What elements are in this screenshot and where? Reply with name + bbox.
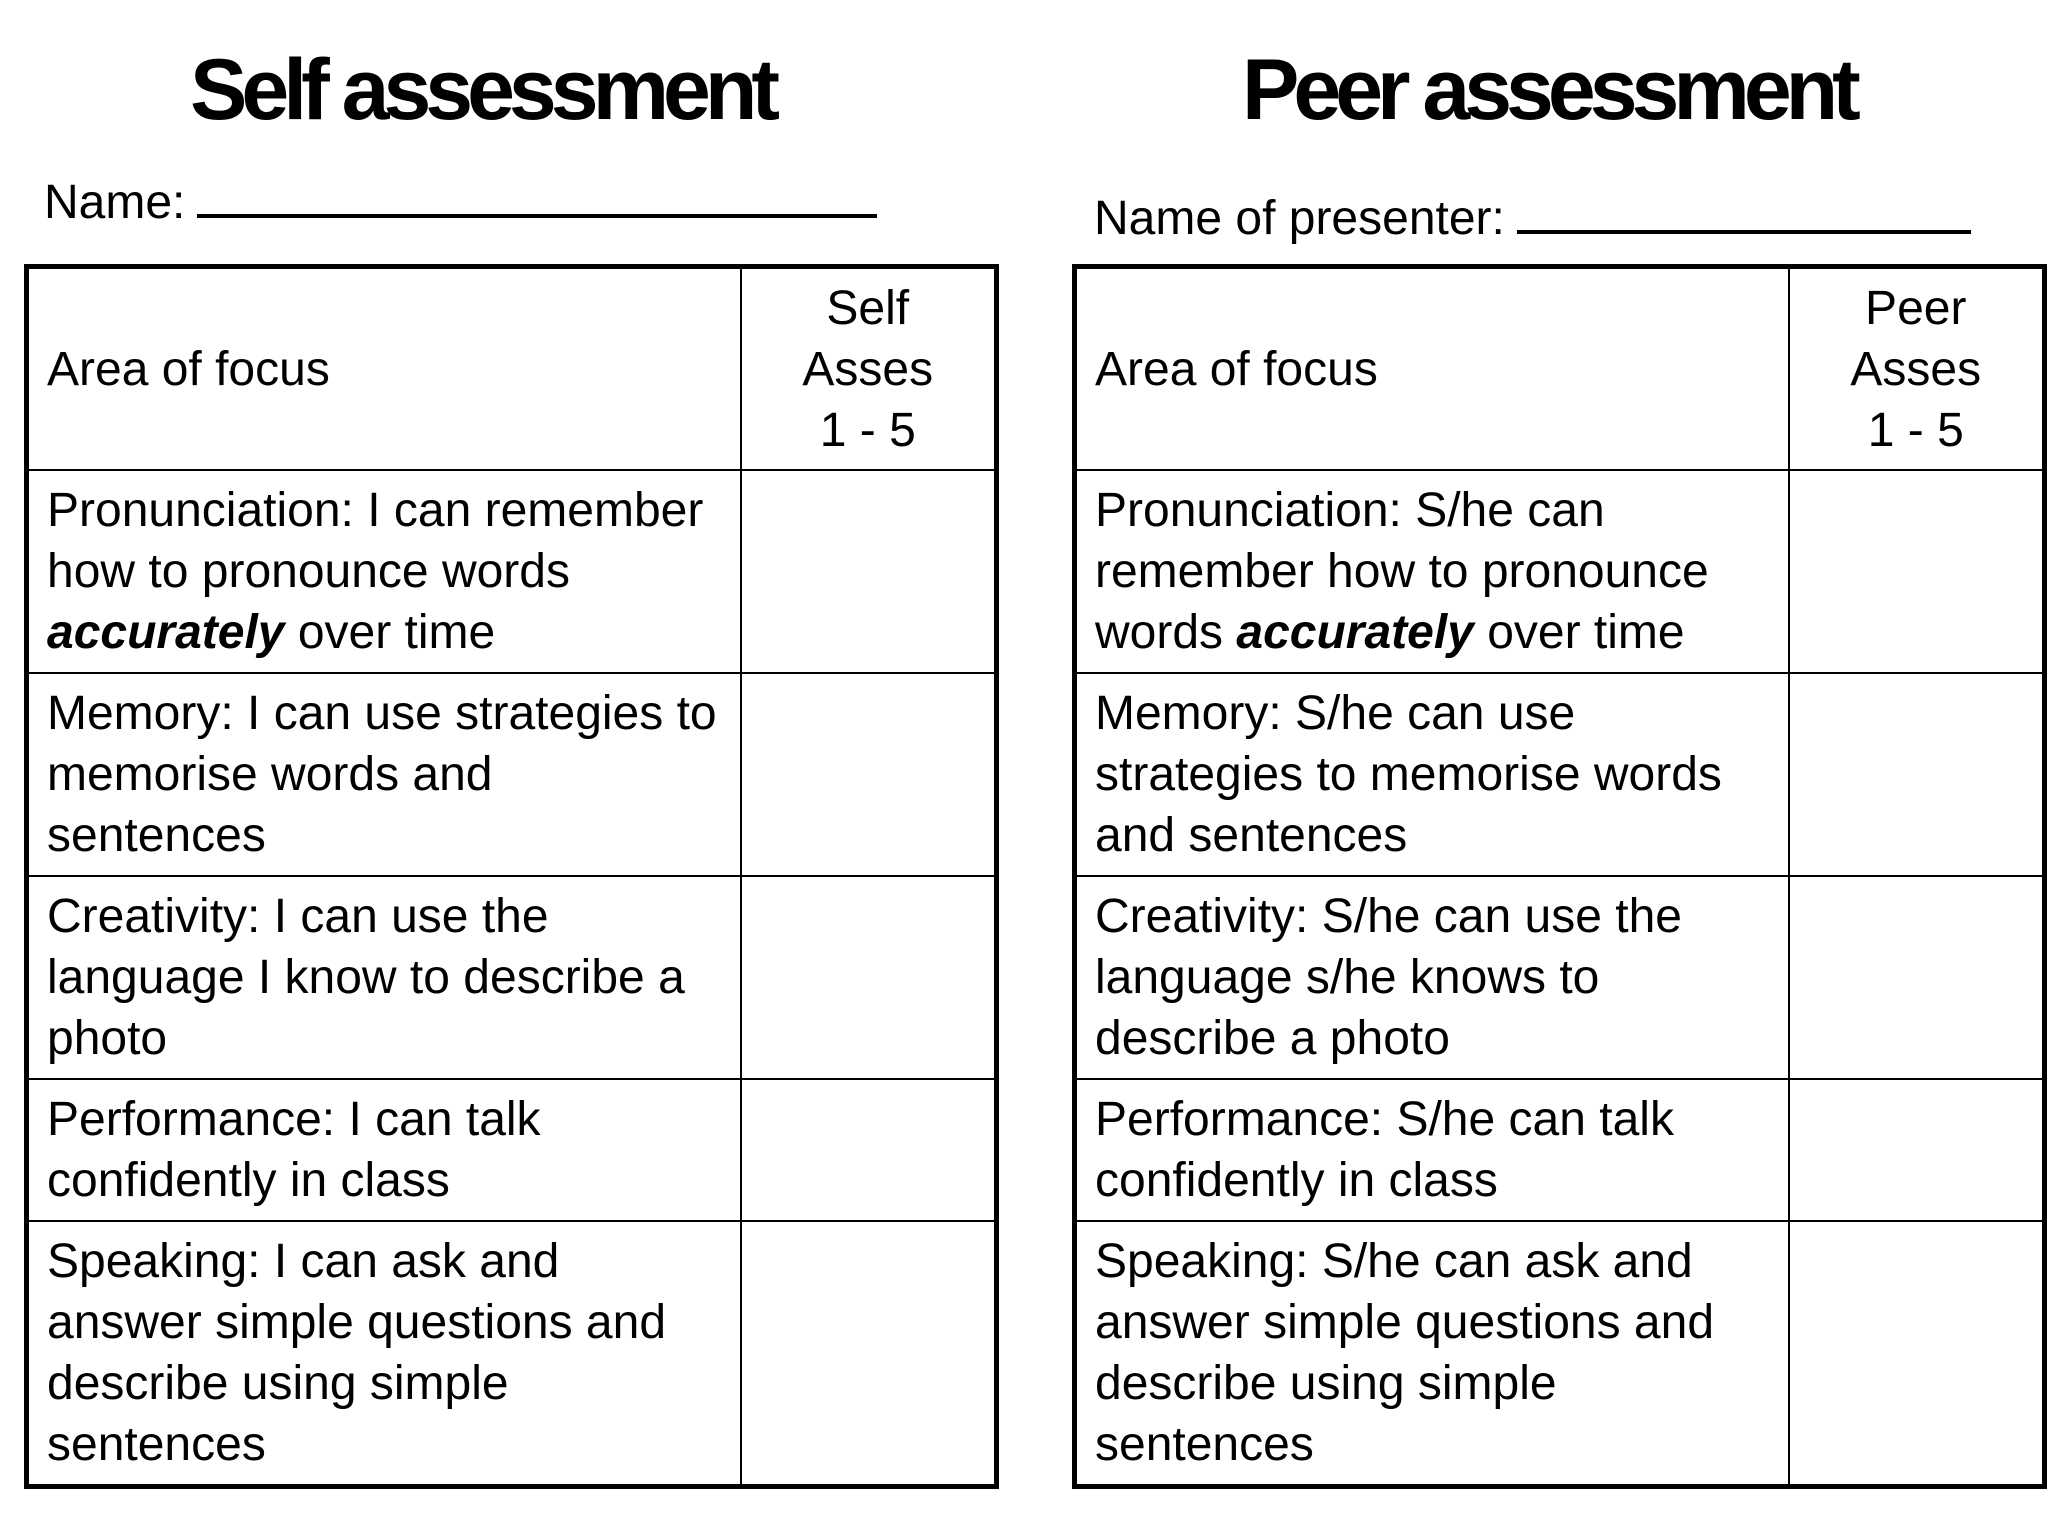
self-score-cell-memory[interactable]	[741, 673, 997, 876]
self-score-cell-speaking[interactable]	[741, 1221, 997, 1487]
criterion-text: Pronunciation: S/he can remember how to pronounce words	[1095, 484, 1709, 659]
criterion-text: Speaking: S/he can ask and answer simple questions and describe using simple sentences	[1095, 1235, 1715, 1471]
criterion-text: Pronunciation: I can remember how to pronounce words	[47, 484, 704, 598]
self-name-line	[44, 170, 877, 231]
peer-name-blank[interactable]	[1517, 186, 1971, 234]
peer-criterion-speaking	[1075, 1221, 1789, 1487]
self-row-speaking	[27, 1221, 997, 1487]
self-row-pronunciation	[27, 470, 997, 673]
criterion-text: Speaking: I can ask and answer simple questions and describe using simple sentences	[47, 1235, 667, 1471]
self-score-header-line: Self	[826, 281, 910, 335]
self-criterion-creativity	[27, 876, 741, 1079]
self-row-creativity	[27, 876, 997, 1079]
self-criterion-performance	[27, 1079, 741, 1221]
peer-row-memory	[1075, 673, 2045, 876]
criterion-emphasis: accurately	[47, 606, 285, 659]
peer-score-header	[1789, 267, 2045, 471]
self-criterion-memory	[27, 673, 741, 876]
criterion-text: Memory: S/he can use strategies to memorise words and sentences	[1095, 687, 1722, 862]
self-row-performance	[27, 1079, 997, 1221]
self-criterion-speaking	[27, 1221, 741, 1487]
self-score-header-line: 1 - 5	[819, 403, 916, 457]
peer-criterion-performance	[1075, 1079, 1789, 1221]
criterion-text: Memory: I can use strategies to memorise words and sentences	[47, 687, 717, 862]
peer-row-speaking	[1075, 1221, 2045, 1487]
self-criterion-pronunciation	[27, 470, 741, 673]
criterion-text: Creativity: I can use the language I know to describe a photo	[47, 890, 685, 1065]
self-assessment-title: Self assessment	[190, 42, 775, 138]
peer-score-cell-performance[interactable]	[1789, 1079, 2045, 1221]
peer-score-cell-creativity[interactable]	[1789, 876, 2045, 1079]
self-score-header-line: Asses	[802, 342, 934, 396]
self-score-cell-performance[interactable]	[741, 1079, 997, 1221]
peer-criterion-pronunciation	[1075, 470, 1789, 673]
self-row-memory	[27, 673, 997, 876]
peer-assessment-title: Peer assessment	[1242, 42, 1855, 138]
criterion-text-tail: over time	[1473, 606, 1685, 659]
peer-table-header-row	[1075, 267, 2045, 471]
criterion-text-tail: over time	[284, 606, 496, 659]
peer-name-label: Name of presenter:	[1094, 192, 1505, 245]
peer-score-cell-memory[interactable]	[1789, 673, 2045, 876]
self-score-header	[741, 267, 997, 471]
peer-score-header-line: Peer	[1865, 281, 1967, 335]
self-score-cell-pronunciation[interactable]	[741, 470, 997, 673]
self-assessment-table	[24, 264, 999, 1489]
peer-score-header-line: 1 - 5	[1867, 403, 1964, 457]
peer-row-performance	[1075, 1079, 2045, 1221]
peer-score-cell-pronunciation[interactable]	[1789, 470, 2045, 673]
criterion-emphasis: accurately	[1236, 606, 1474, 659]
peer-assessment-table	[1072, 264, 2047, 1489]
peer-criterion-memory	[1075, 673, 1789, 876]
criterion-text: Performance: S/he can talk confidently in class	[1095, 1093, 1674, 1207]
criterion-text: Creativity: S/he can use the language s/he knows to describe a photo	[1095, 890, 1682, 1065]
criterion-text: Performance: I can talk confidently in class	[47, 1093, 541, 1207]
peer-criterion-creativity	[1075, 876, 1789, 1079]
peer-row-pronunciation	[1075, 470, 2045, 673]
self-table-header-row	[27, 267, 997, 471]
self-name-blank[interactable]	[197, 170, 877, 218]
peer-score-header-line: Asses	[1850, 342, 1982, 396]
self-name-label: Name:	[44, 176, 186, 229]
peer-name-line	[1094, 186, 1971, 247]
peer-row-creativity	[1075, 876, 2045, 1079]
self-focus-header: Area of focus	[27, 267, 741, 471]
self-score-cell-creativity[interactable]	[741, 876, 997, 1079]
peer-focus-header: Area of focus	[1075, 267, 1789, 471]
peer-score-cell-speaking[interactable]	[1789, 1221, 2045, 1487]
